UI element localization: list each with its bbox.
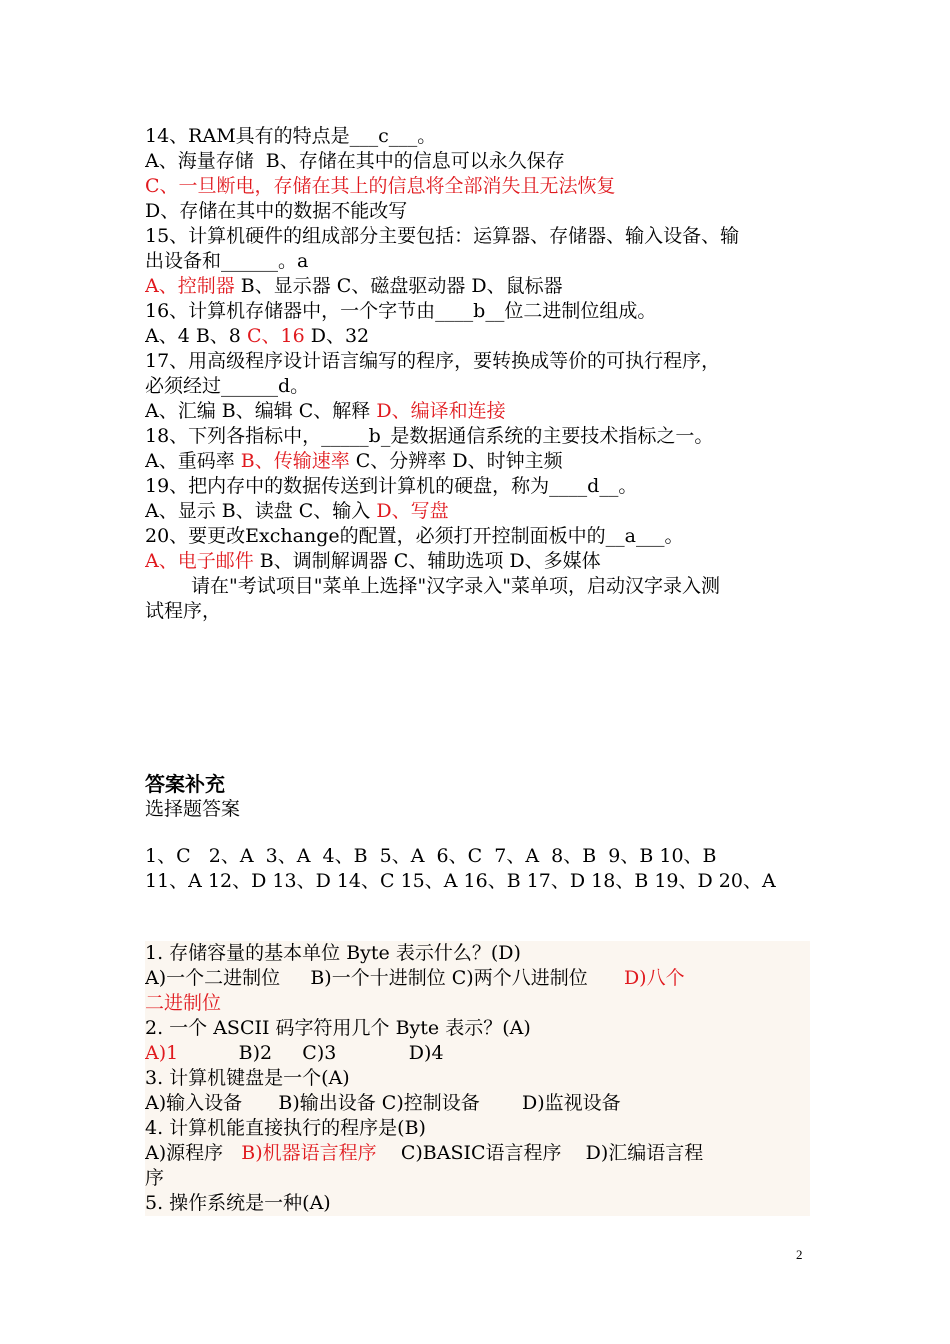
question-15-other-options: B、显示器 C、磁盘驱动器 D、鼠标器 bbox=[234, 275, 563, 297]
extra-question-2-other-options: B)2 C)3 D)4 bbox=[178, 1042, 444, 1064]
instruction-line-2: 试程序， bbox=[145, 600, 222, 622]
spacer bbox=[145, 894, 810, 941]
question-18-option-a: A、重码率 bbox=[145, 450, 241, 472]
answers-row-1: 1、C 2、A 3、A 4、B 5、A 6、C 7、A 8、B 9、B 10、B bbox=[145, 845, 717, 867]
spacer bbox=[145, 822, 810, 844]
extra-question-1-answer-d-cont: 二进制位 bbox=[145, 992, 222, 1014]
question-20-options bbox=[145, 549, 810, 574]
question-17-options-abc: A、汇编 B、编辑 C、解释 bbox=[145, 400, 377, 422]
extra-question-3: 3. 计算机键盘是一个(A) bbox=[145, 1067, 350, 1089]
question-18-options bbox=[145, 449, 810, 474]
extra-question-2-answer-a: A)1 bbox=[145, 1042, 179, 1064]
question-17-answer-d: D、编译和连接 bbox=[376, 400, 506, 422]
page-content bbox=[145, 124, 810, 1216]
extra-questions-block bbox=[145, 941, 810, 1216]
question-17-options bbox=[145, 399, 810, 424]
extra-question-1-answer-d: D)八个 bbox=[623, 967, 685, 989]
answers-heading: 答案补充 bbox=[145, 772, 225, 796]
question-16-options bbox=[145, 324, 810, 349]
extra-question-3-options: A)输入设备 B)输出设备 C)控制设备 D)监视设备 bbox=[145, 1092, 621, 1114]
spacer bbox=[145, 624, 810, 772]
question-15-options bbox=[145, 274, 810, 299]
question-20-other-options: B、调制解调器 C、辅助选项 D、多媒体 bbox=[253, 550, 601, 572]
question-15-answer-a: A、控制器 bbox=[145, 275, 235, 297]
question-14-option-d: D、存储在其中的数据不能改写 bbox=[145, 200, 408, 222]
answers-subheading: 选择题答案 bbox=[145, 798, 241, 820]
page-number: 2 bbox=[796, 1247, 803, 1262]
question-20-answer-a: A、电子邮件 bbox=[145, 550, 254, 572]
question-14: 14、RAM具有的特点是___c___。 bbox=[145, 125, 437, 147]
question-19-answer-d: D、写盘 bbox=[376, 500, 449, 522]
extra-question-1-options bbox=[145, 966, 810, 991]
extra-question-4: 4. 计算机能直接执行的程序是(B) bbox=[145, 1117, 426, 1139]
question-15-line-1: 15、计算机硬件的组成部分主要包括：运算器、存储器、输入设备、输 bbox=[145, 225, 740, 247]
extra-question-4-options bbox=[145, 1141, 810, 1166]
answers-row-2: 11、A 12、D 13、D 14、C 15、A 16、B 17、D 18、B 19、D 20、A bbox=[145, 870, 776, 892]
question-16-answer-c: C、16 bbox=[246, 325, 305, 347]
extra-question-1: 1. 存储容量的基本单位 Byte 表示什么？(D) bbox=[145, 942, 521, 964]
extra-question-4-options-cd: C)BASIC语言程序 D)汇编语言程 bbox=[376, 1142, 704, 1164]
extra-question-4-answer-b: B)机器语言程序 bbox=[241, 1142, 377, 1164]
question-18-options-cd: C、分辨率 D、时钟主频 bbox=[349, 450, 563, 472]
question-14-options-ab: A、海量存储 B、存储在其中的信息可以永久保存 bbox=[145, 150, 565, 172]
question-19-options-abc: A、显示 B、读盘 C、输入 bbox=[145, 500, 377, 522]
question-16-options-ab: A、4 B、8 bbox=[145, 325, 247, 347]
question-17-line-2: 必须经过______d。 bbox=[145, 375, 310, 397]
extra-question-1-options-abc: A)一个二进制位 B)一个十进制位 C)两个八进制位 bbox=[145, 967, 624, 989]
question-18-answer-b: B、传输速率 bbox=[240, 450, 350, 472]
extra-question-4-option-a: A)源程序 bbox=[145, 1142, 242, 1164]
question-16-option-d: D、32 bbox=[304, 325, 370, 347]
question-17-line-1: 17、用高级程序设计语言编写的程序，要转换成等价的可执行程序， bbox=[145, 350, 721, 372]
question-20: 20、要更改Exchange的配置，必须打开控制面板中的__a___。 bbox=[145, 525, 684, 547]
question-19: 19、把内存中的数据传送到计算机的硬盘，称为____d__。 bbox=[145, 475, 638, 497]
question-18: 18、下列各指标中，_____b_是数据通信系统的主要技术指标之一。 bbox=[145, 425, 714, 447]
extra-question-5: 5. 操作系统是一种(A) bbox=[145, 1192, 331, 1214]
instruction-line-1: 请在"考试项目"菜单上选择"汉字录入"菜单项，启动汉字录入测 bbox=[191, 575, 720, 597]
question-14-answer-c: C、一旦断电，存储在其上的信息将全部消失且无法恢复 bbox=[145, 175, 616, 197]
question-15-line-2: 出设备和______。a bbox=[145, 250, 309, 272]
extra-question-2: 2. 一个 ASCII 码字符用几个 Byte 表示？(A) bbox=[145, 1017, 531, 1039]
question-19-options bbox=[145, 499, 810, 524]
extra-question-2-options bbox=[145, 1041, 810, 1066]
question-16: 16、计算机存储器中，一个字节由____b__位二进制位组成。 bbox=[145, 300, 657, 322]
extra-question-4-options-cont: 序 bbox=[145, 1167, 165, 1189]
